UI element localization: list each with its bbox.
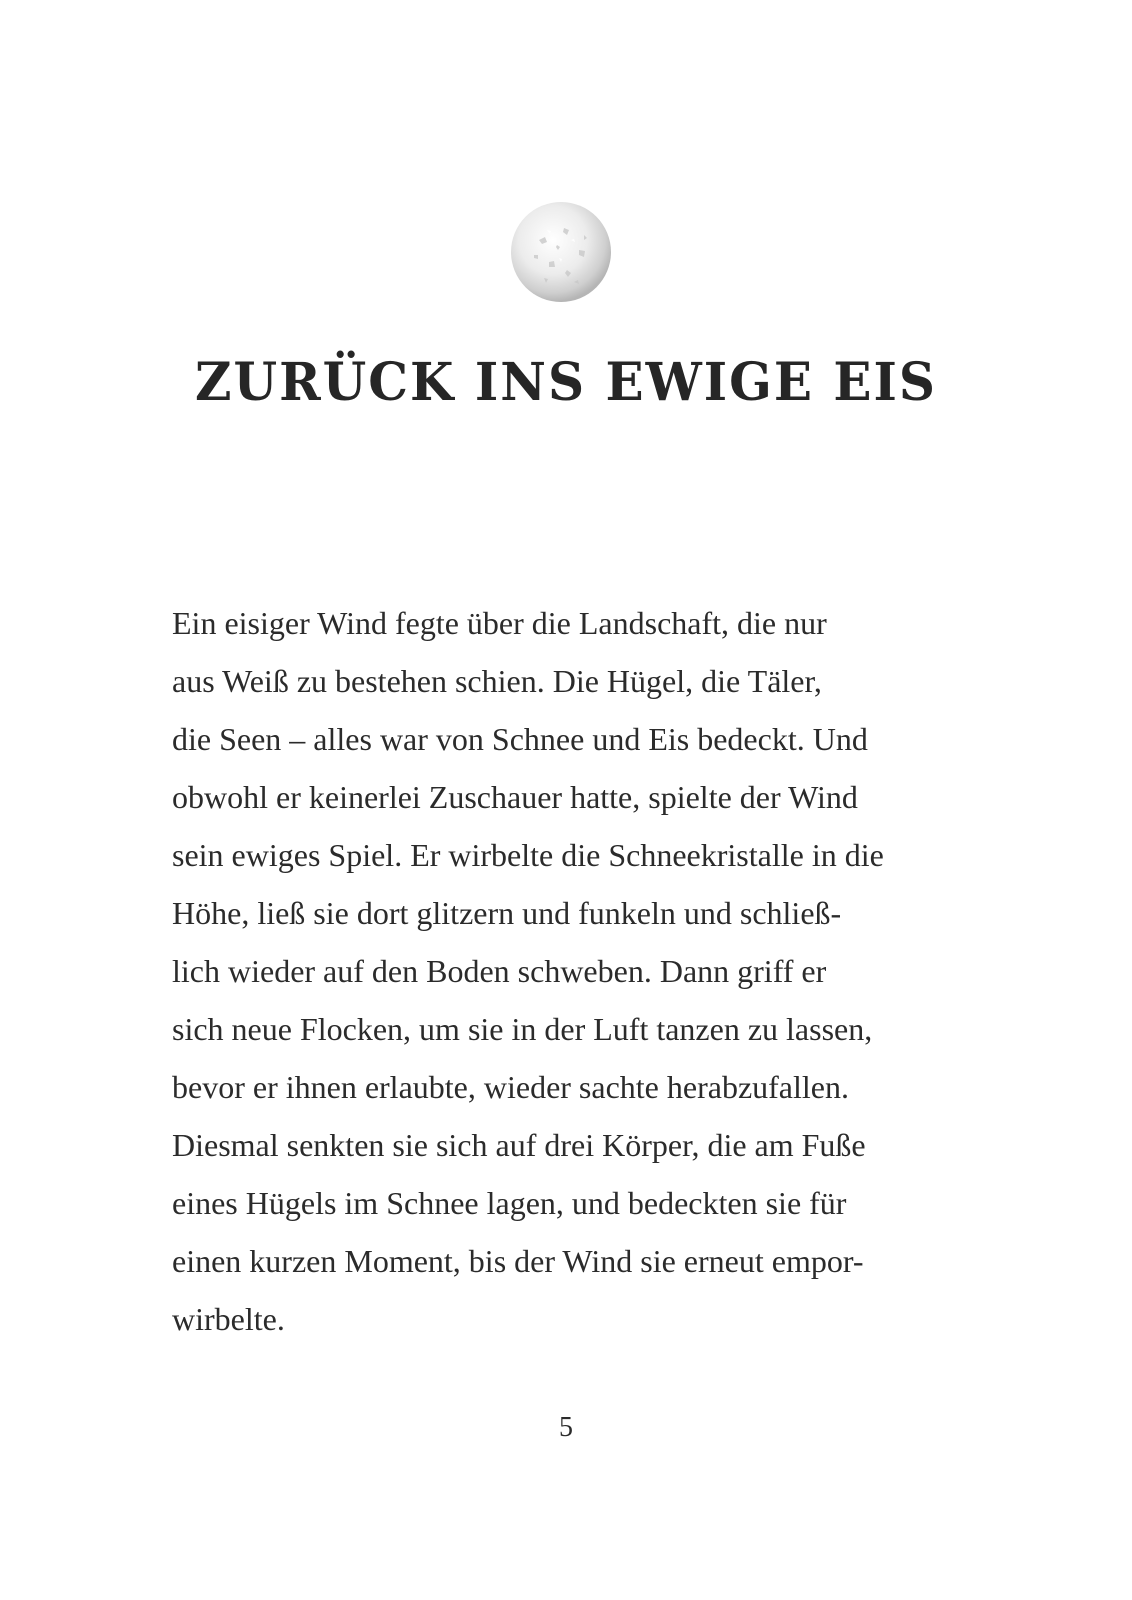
text-line: sich neue Flocken, um sie in der Luft tanzen zu lassen, <box>172 1011 873 1047</box>
page-number: 5 <box>559 1412 573 1443</box>
text-line: aus Weiß zu bestehen schien. Die Hügel, die Täler, <box>172 663 822 699</box>
text-line: Ein eisiger Wind fegte über die Landschaft, die nur <box>172 605 827 641</box>
snowball-icon <box>509 200 613 304</box>
text-line: obwohl er keinerlei Zuschauer hatte, spielte der Wind <box>172 779 858 815</box>
text-line: die Seen – alles war von Schnee und Eis bedeckt. Und <box>172 721 868 757</box>
chapter-body-text <box>172 594 972 1348</box>
text-line: bevor er ihnen erlaubte, wieder sachte herabzufallen. <box>172 1069 849 1105</box>
text-line: sein ewiges Spiel. Er wirbelte die Schneekristalle in die <box>172 837 884 873</box>
chapter-title: ZURÜCK INS EWIGE EIS <box>194 350 937 413</box>
text-line: wirbelte. <box>172 1301 285 1337</box>
text-line: eines Hügels im Schnee lagen, und bedeckten sie für <box>172 1185 847 1221</box>
text-line: lich wieder auf den Boden schweben. Dann griff er <box>172 953 827 989</box>
text-line: Höhe, ließ sie dort glitzern und funkeln und schließ- <box>172 895 842 931</box>
text-line: einen kurzen Moment, bis der Wind sie erneut empor- <box>172 1243 864 1279</box>
text-line: Diesmal senkten sie sich auf drei Körper, die am Fuße <box>172 1127 866 1163</box>
